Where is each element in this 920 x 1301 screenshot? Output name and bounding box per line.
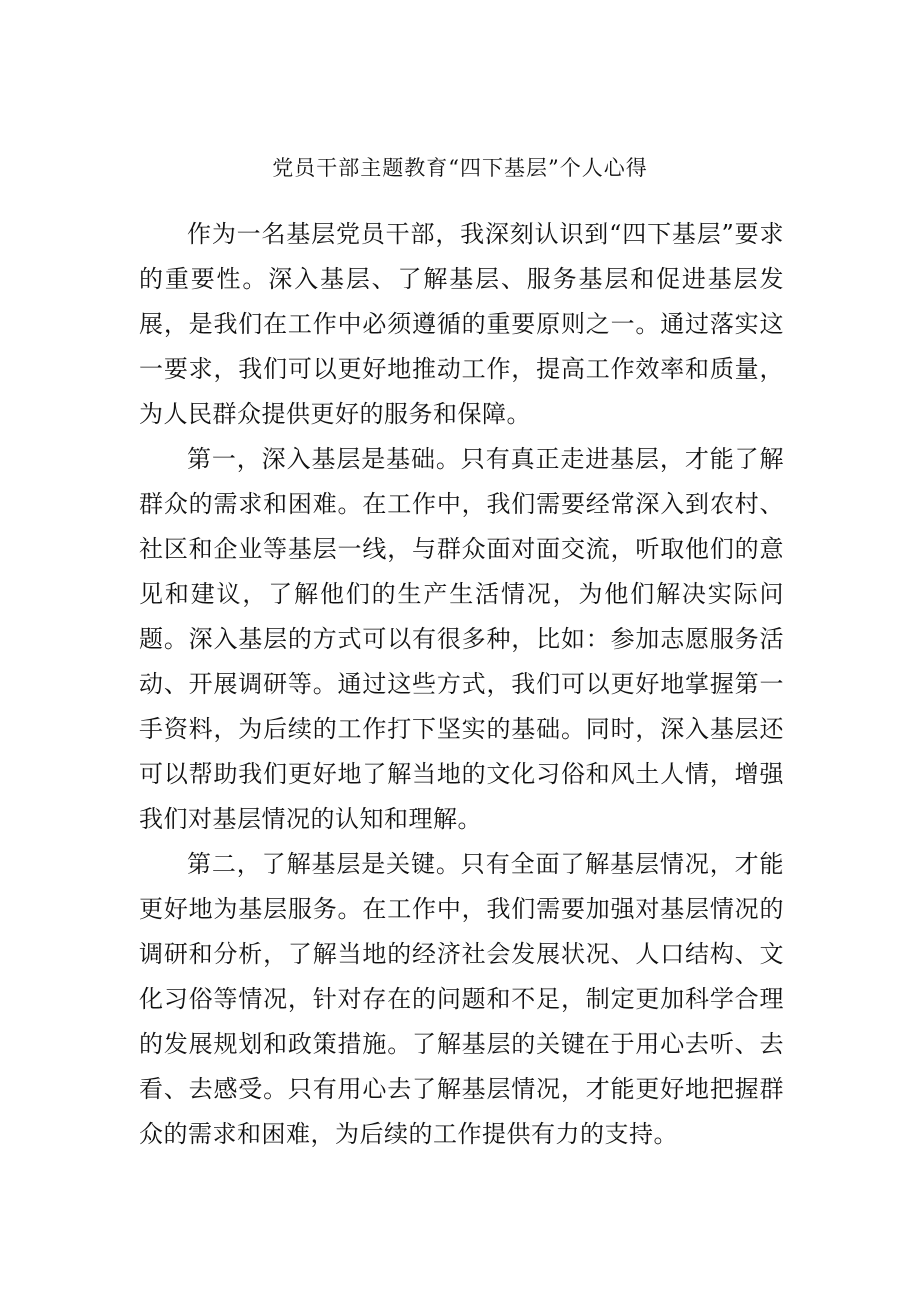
paragraph-second-point: 第二，了解基层是关键。只有全面了解基层情况，才能更好地为基层服务。在工作中，我们需要加强对基层情况的调研和分析，了解当地的经济社会发展状况、人口结构、文化习俗等情况，针对存在的问题和不足，制定更加科学合理的发展规划和政策措施。了解基层的关键在于用心去听、去看、去感受。只有用心去了解基层情况，才能更好地把握群众的需求和困难，为后续的工作提供有力的支持。 xyxy=(139,850,784,1148)
paragraph-intro: 作为一名基层党员干部，我深刻认识到“四下基层”要求的重要性。深入基层、了解基层、服务基层和促进基层发展，是我们在工作中必须遵循的重要原则之一。通过落实这一要求，我们可以更好地推动工作，提高工作效率和质量，为人民群众提供更好的服务和保障。 xyxy=(139,220,784,428)
document-title: 党员干部主题教育“四下基层”个人心得 xyxy=(272,156,648,180)
paragraph-first-point: 第一，深入基层是基础。只有真正走进基层，才能了解群众的需求和困难。在工作中，我们需要经常深入到农村、社区和企业等基层一线，与群众面对面交流，听取他们的意见和建议，了解他们的生产生活情况，为他们解决实际问题。深入基层的方式可以有很多种，比如：参加志愿服务活动、开展调研等。通过这些方式，我们可以更好地掌握第一手资料，为后续的工作打下坚实的基础。同时，深入基层还可以帮助我们更好地了解当地的文化习俗和风土人情，增强我们对基层情况的认知和理解。 xyxy=(139,445,784,833)
document-body xyxy=(139,212,784,1157)
